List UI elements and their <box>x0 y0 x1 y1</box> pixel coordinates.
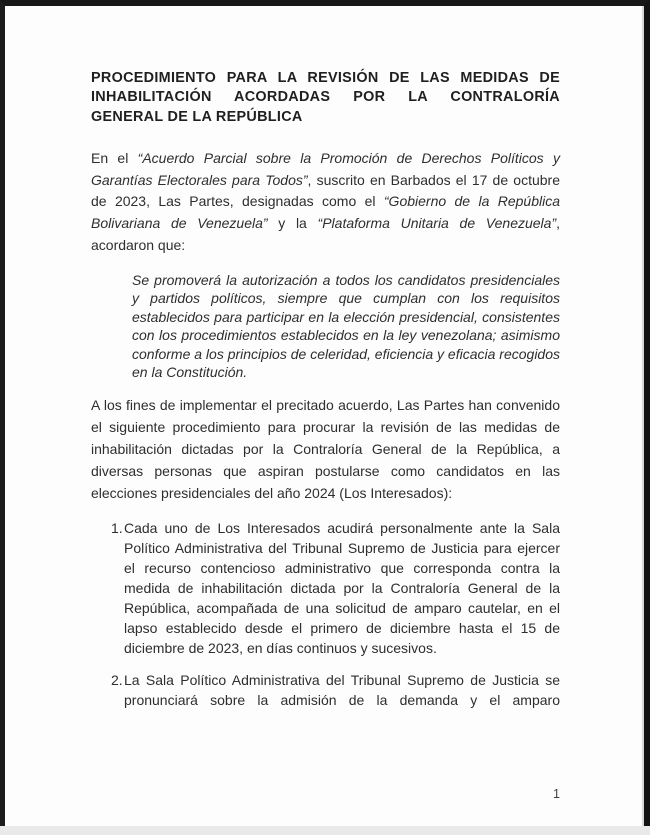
procedure-numbered-list <box>91 518 560 710</box>
list-item-text: La Sala Político Administrativa del Tribunal Supremo de Justicia se pronunciará sobre la admisión de la demanda y el amparo <box>124 672 560 709</box>
title-line: INHABILITACIÓN ACORDADAS POR LA CONTRALORÍA <box>91 89 560 106</box>
list-item-number: 2. <box>111 672 123 689</box>
intro-segment: , suscrito en Barbados el 17 de octubre de 2023, Las Partes, designadas como el <box>91 171 560 210</box>
intro-segment-italic: “Gobierno de la República Bolivariana de Venezuela” <box>91 193 560 232</box>
title-line: PROCEDIMIENTO PARA LA REVISIÓN DE LAS MEDIDAS DE <box>91 70 560 86</box>
list-item-text: Cada uno de Los Interesados acudirá personalmente ante la Sala Político Administrativa del Tribunal Supremo de Justicia para ejercer el recurso contencioso administrativo que corresponda contra la medida de inhabilitación dictada por la Contraloría General de la República, acompañada de una solicitud de amparo cautelar, en el lapso establecido desde el primero de diciembre hasta el 15 de diciembre de 2023, en días continuos y sucesivos. <box>124 520 560 657</box>
page-number: 1 <box>553 787 560 801</box>
body-paragraph: A los fines de implementar el precitado acuerdo, Las Partes han convenido el siguiente procedimiento para procurar la revisión de las medidas de inhabilitación dictadas por la Contraloría General de la República, a diversas personas que aspiran postularse como candidatos en las elecciones presidenciales del año 2024 (Los Interesados): <box>91 397 560 501</box>
agreement-quote-block: Se promoverá la autorización a todos los candidatos presidenciales y partidos políticos, siempre que cumplan con los requisitos establecidos para participar en la elección presidencial, consistentes con los procedimientos establecidos en la ley venezolana; asimismo conforme a los principios de celeridad, eficiencia y eficacia recogidos en la Constitución. <box>132 271 560 380</box>
intro-segment-italic: “Plataforma Unitaria de Venezuela” <box>317 215 557 232</box>
title-line: GENERAL DE LA REPÚBLICA <box>91 108 303 125</box>
intro-segment: , acordaron que: <box>91 215 561 254</box>
intro-paragraph <box>91 148 560 257</box>
list-item <box>111 518 560 658</box>
list-item-number: 1. <box>111 520 123 537</box>
intro-segment: y la <box>267 215 318 232</box>
intro-segment-italic: “Acuerdo Parcial sobre la Promoción de Derechos Políticos y Garantías Electorales para Todos” <box>91 149 560 188</box>
list-item <box>111 670 560 710</box>
intro-segment: En el <box>91 149 138 166</box>
document-content <box>5 69 644 710</box>
document-title <box>91 69 560 127</box>
